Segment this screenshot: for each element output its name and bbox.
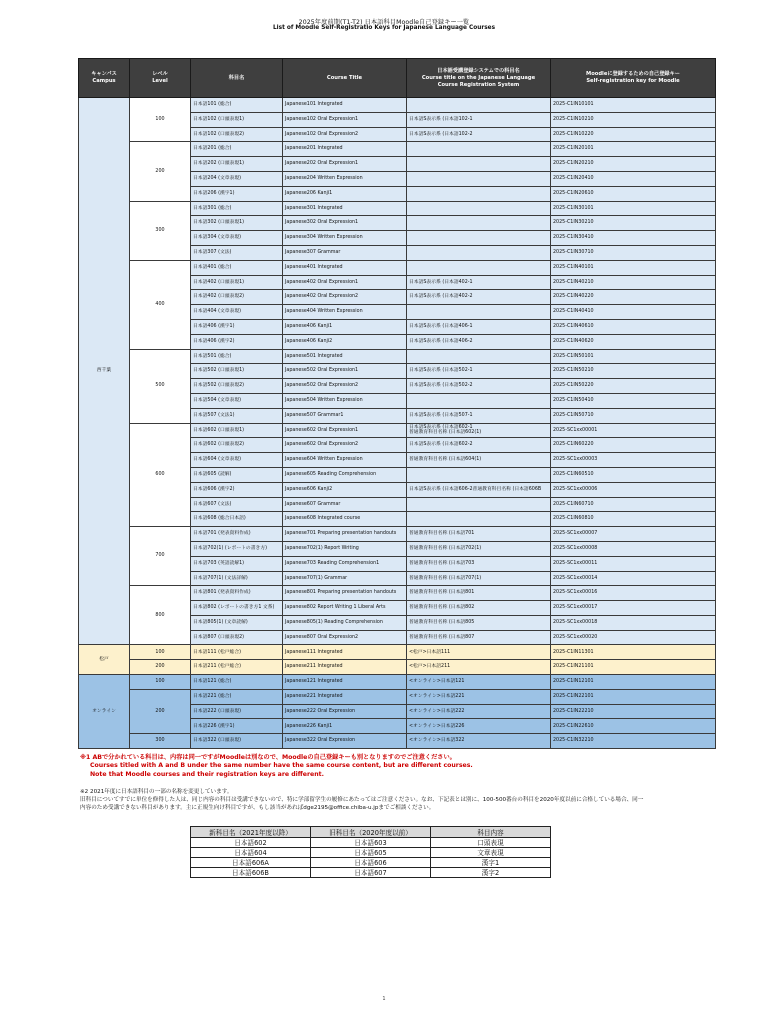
course-title-cell: Japanese402 Oral Expression1: [283, 275, 407, 290]
moodle-key-cell: 2025-SC1xx00011: [551, 556, 716, 571]
subject-cell: 日本語406 (漢字1): [191, 319, 283, 334]
header-level: レベル Level: [130, 59, 191, 98]
course-title-cell: Japanese211 Integrated: [283, 660, 407, 675]
mapping-new-name: 日本語606A: [191, 858, 311, 868]
moodle-key-cell: 2025-C1IN10220: [551, 127, 716, 142]
registration-title-cell: 日本語S表示系 (日本語406-1: [407, 319, 551, 334]
course-title-cell: Japanese604 Written Expression: [283, 453, 407, 468]
course-title-cell: Japanese206 Kanji1: [283, 186, 407, 201]
course-title-cell: Japanese805(1) Reading Comprehension: [283, 615, 407, 630]
mapping-content: 漢字1: [431, 858, 551, 868]
mapping-row: [191, 848, 551, 858]
registration-title-cell: [407, 260, 551, 275]
moodle-key-cell: 2025-C1IN32210: [551, 734, 716, 749]
header-subject: 科目名: [191, 59, 283, 98]
level-cell: 700: [130, 527, 191, 586]
level-cell: 800: [130, 586, 191, 645]
moodle-key-cell: 2025-SC1xx00016: [551, 586, 716, 601]
course-title-cell: Japanese322 Oral Expression: [283, 734, 407, 749]
table-row: [79, 423, 716, 438]
table-row: [79, 201, 716, 216]
moodle-key-cell: 2025-C1IN50410: [551, 393, 716, 408]
subject-cell: 日本語504 (文章表現): [191, 393, 283, 408]
registration-title-cell: 日本語S表示系 (日本語102-2: [407, 127, 551, 142]
moodle-key-cell: 2025-SC1xx00007: [551, 527, 716, 542]
course-title-cell: Japanese222 Oral Expression: [283, 704, 407, 719]
moodle-key-cell: 2025-C1IN60220: [551, 438, 716, 453]
registration-title-cell: [407, 512, 551, 527]
course-title-cell: Japanese504 Written Expression: [283, 393, 407, 408]
registration-title-cell: 普通教育科目名称 (日本語805: [407, 615, 551, 630]
course-title-cell: Japanese226 Kanji1: [283, 719, 407, 734]
subject-cell: 日本語702(1) (レポートの書き方): [191, 541, 283, 556]
registration-title-cell: [407, 98, 551, 113]
moodle-key-cell: 2025-C1IN20410: [551, 171, 716, 186]
subject-cell: 日本語302 (口頭表現1): [191, 216, 283, 231]
registration-title-cell: [407, 157, 551, 172]
table-header-row: [79, 59, 716, 98]
subject-cell: 日本語226 (漢字1): [191, 719, 283, 734]
registration-title-cell: 普通教育科目名称 (日本語801: [407, 586, 551, 601]
mapping-new-name: 日本語602: [191, 838, 311, 848]
subject-cell: 日本語404 (文章表現): [191, 305, 283, 320]
course-title-cell: Japanese502 Oral Expression1: [283, 364, 407, 379]
subject-cell: 日本語802 (レポートの書き方1 文系): [191, 601, 283, 616]
subject-cell: 日本語121 (総合): [191, 675, 283, 690]
subject-cell: 日本語304 (文章表現): [191, 231, 283, 246]
table-row: [79, 586, 716, 601]
header-campus: キャンパス Campus: [79, 59, 130, 98]
moodle-key-cell: 2025-C1IN40210: [551, 275, 716, 290]
subject-cell: 日本語111 (松戸総合): [191, 645, 283, 660]
table-row: [79, 734, 716, 749]
mapping-old-name: 日本語606: [311, 858, 431, 868]
moodle-key-cell: 2025-C1IN22101: [551, 689, 716, 704]
subject-cell: 日本語102 (口頭表現1): [191, 112, 283, 127]
header-course-title: Course Title: [283, 59, 407, 98]
table-row: [79, 660, 716, 675]
subject-cell: 日本語707(1) (文法詳解): [191, 571, 283, 586]
course-title-cell: Japanese121 Integrated: [283, 675, 407, 690]
registration-title-cell: [407, 142, 551, 157]
registration-title-cell: 日本語S表示系 (日本語602-1 普通教育科目名称 (日本語602(1): [407, 423, 551, 438]
level-cell: 100: [130, 98, 191, 142]
registration-title-cell: <松戸>日本語211: [407, 660, 551, 675]
registration-title-cell: 普通教育科目名称 (日本語707(1): [407, 571, 551, 586]
level-cell: 300: [130, 734, 191, 749]
note2-line1: ※2 2021年度に日本語科目の一部の名称を変更しています。: [80, 788, 233, 795]
mapping-row: [191, 838, 551, 848]
moodle-key-cell: 2025-C1IN40610: [551, 319, 716, 334]
moodle-key-cell: 2025-C1IN60810: [551, 512, 716, 527]
registration-title-cell: [407, 201, 551, 216]
course-title-cell: Japanese807 Oral Expression2: [283, 630, 407, 645]
mapping-header-row: [191, 827, 551, 838]
registration-title-cell: 普通教育科目名称 (日本語802: [407, 601, 551, 616]
mapping-content: 文章表現: [431, 848, 551, 858]
moodle-key-cell: 2025-SC1xx00014: [551, 571, 716, 586]
subject-cell: 日本語101 (総合): [191, 98, 283, 113]
registration-title-cell: 普通教育科目名称 (日本語701: [407, 527, 551, 542]
moodle-key-cell: 2025-C1IN22610: [551, 719, 716, 734]
course-title-cell: Japanese608 Integrated course: [283, 512, 407, 527]
header-moodle-key: Moodleに登録するための自己登録キー Self-registration key for Moodle: [551, 59, 716, 98]
course-title-cell: Japanese406 Kanji2: [283, 334, 407, 349]
registration-title-cell: 日本語S表示系 (日本語102-1: [407, 112, 551, 127]
note2: [80, 788, 720, 812]
mapping-new-name: 日本語606B: [191, 868, 311, 878]
course-title-cell: Japanese707(1) Grammar: [283, 571, 407, 586]
registration-title-cell: [407, 216, 551, 231]
moodle-key-cell: 2025-SC1xx00018: [551, 615, 716, 630]
registration-title-cell: 日本語S表示系 (日本語507-1: [407, 408, 551, 423]
level-cell: 100: [130, 645, 191, 660]
course-title-cell: Japanese507 Grammar1: [283, 408, 407, 423]
course-title-cell: Japanese102 Oral Expression1: [283, 112, 407, 127]
mapping-old-name: 日本語603: [311, 838, 431, 848]
subject-cell: 日本語502 (口頭表現2): [191, 379, 283, 394]
course-title-cell: Japanese602 Oral Expression1: [283, 423, 407, 438]
subject-cell: 日本語604 (文章表現): [191, 453, 283, 468]
registration-title-cell: [407, 497, 551, 512]
course-title-cell: Japanese101 Integrated: [283, 98, 407, 113]
course-title-cell: Japanese304 Written Expression: [283, 231, 407, 246]
course-title-cell: Japanese607 Grammar: [283, 497, 407, 512]
course-title-cell: Japanese402 Oral Expression2: [283, 290, 407, 305]
moodle-key-cell: 2025-C1IN30210: [551, 216, 716, 231]
subject-cell: 日本語402 (口頭表現2): [191, 290, 283, 305]
subject-cell: 日本語606 (漢字2): [191, 482, 283, 497]
registration-title-cell: [407, 349, 551, 364]
moodle-key-cell: 2025-C1IN22210: [551, 704, 716, 719]
subject-cell: 日本語222 (口頭表現): [191, 704, 283, 719]
table-row: [79, 645, 716, 660]
subject-cell: 日本語206 (漢字1): [191, 186, 283, 201]
course-title-cell: Japanese406 Kanji1: [283, 319, 407, 334]
mapping-header-old: 旧科目名（2020年度以前）: [311, 827, 431, 838]
table-row: [79, 260, 716, 275]
note1-en-line2: Note that Moodle courses and their registration keys are different.: [90, 770, 324, 778]
course-title-cell: Japanese501 Integrated: [283, 349, 407, 364]
moodle-key-cell: 2025-C1IN40101: [551, 260, 716, 275]
page-number: 1: [382, 996, 386, 1002]
mapping-header-content: 科目内容: [431, 827, 551, 838]
subject-cell: 日本語204 (文章表現): [191, 171, 283, 186]
registration-title-cell: [407, 467, 551, 482]
moodle-key-cell: 2025-C1IN30710: [551, 245, 716, 260]
registration-title-cell: 日本語S表示系 (日本語602-2: [407, 438, 551, 453]
subject-cell: 日本語307 (文法): [191, 245, 283, 260]
course-title-cell: Japanese702(1) Report Writing: [283, 541, 407, 556]
subject-cell: 日本語807 (口頭表現2): [191, 630, 283, 645]
registration-title-cell: 日本語S表示系 (日本語402-2: [407, 290, 551, 305]
registration-title-cell: <オンライン>日本語222: [407, 704, 551, 719]
subject-cell: 日本語701 (発表資料作成): [191, 527, 283, 542]
course-title-cell: Japanese401 Integrated: [283, 260, 407, 275]
registration-title-cell: 日本語S表示系 (日本語502-1: [407, 364, 551, 379]
note1-en-line1: Courses titled with A and B under the same number have the same course content, but are different courses.: [90, 762, 473, 770]
moodle-key-cell: 2025-C1IN40410: [551, 305, 716, 320]
moodle-key-cell: 2025-C1IN30101: [551, 201, 716, 216]
moodle-key-cell: 2025-C1IN40220: [551, 290, 716, 305]
registration-title-cell: 日本語S表示系 (日本語406-2: [407, 334, 551, 349]
course-title-cell: Japanese111 Integrated: [283, 645, 407, 660]
subject-cell: 日本語502 (口頭表現1): [191, 364, 283, 379]
course-title-cell: Japanese302 Oral Expression1: [283, 216, 407, 231]
registration-title-cell: [407, 171, 551, 186]
mapping-row: [191, 868, 551, 878]
table-row: [79, 142, 716, 157]
subject-cell: 日本語602 (口頭表現2): [191, 438, 283, 453]
subject-cell: 日本語801 (発表資料作成): [191, 586, 283, 601]
moodle-key-cell: 2025-SC1xx00020: [551, 630, 716, 645]
note1-jp: ※1 ABで分かれている科目は、内容は同一ですがMoodleは別なので、Moodleの自己登録キーも別となりますのでご注意ください。: [80, 754, 456, 761]
registration-title-cell: <オンライン>日本語221: [407, 689, 551, 704]
registration-key-table: [78, 58, 716, 749]
course-title-cell: Japanese202 Oral Expression1: [283, 157, 407, 172]
course-title-cell: Japanese301 Integrated: [283, 201, 407, 216]
moodle-key-cell: 2025-C1IN50220: [551, 379, 716, 394]
campus-cell: 松戸: [79, 645, 130, 675]
note2-line3: 内容のため受講できない科目があります。主に正規生向け科目ですが、もし該当があればdge2195@office.chiba-u.jpまでご相談ください。: [80, 804, 435, 811]
registration-title-cell: 普通教育科目名称 (日本語702(1): [407, 541, 551, 556]
mapping-content: 口頭表現: [431, 838, 551, 848]
registration-title-cell: [407, 231, 551, 246]
moodle-key-cell: 2025-C1IN30410: [551, 231, 716, 246]
mapping-row: [191, 858, 551, 868]
mapping-header-new: 新科目名（2021年度以降）: [191, 827, 311, 838]
level-cell: 200: [130, 689, 191, 733]
moodle-key-cell: 2025-C1IN10210: [551, 112, 716, 127]
registration-title-cell: [407, 393, 551, 408]
moodle-key-cell: 2025-C1IN21101: [551, 660, 716, 675]
level-cell: 200: [130, 142, 191, 201]
level-cell: 500: [130, 349, 191, 423]
subject-cell: 日本語221 (総合): [191, 689, 283, 704]
registration-title-cell: 普通教育科目名称 (日本語604(1): [407, 453, 551, 468]
course-title-cell: Japanese307 Grammar: [283, 245, 407, 260]
table-row: [79, 349, 716, 364]
course-title-cell: Japanese502 Oral Expression2: [283, 379, 407, 394]
registration-title-cell: <オンライン>日本語121: [407, 675, 551, 690]
registration-title-cell: 日本語S表示系 (日本語606-2普通教育科目名称 (日本語606B: [407, 482, 551, 497]
subject-cell: 日本語703 (英語読解1): [191, 556, 283, 571]
course-title-cell: Japanese204 Written Expression: [283, 171, 407, 186]
moodle-key-cell: 2025-SC1xx00006: [551, 482, 716, 497]
moodle-key-cell: 2025-C1IN20610: [551, 186, 716, 201]
course-title-cell: Japanese703 Reading Comprehension1: [283, 556, 407, 571]
level-cell: 300: [130, 201, 191, 260]
subject-cell: 日本語211 (松戸総合): [191, 660, 283, 675]
registration-title-cell: <オンライン>日本語226: [407, 719, 551, 734]
moodle-key-cell: 2025-SC1xx00008: [551, 541, 716, 556]
moodle-key-cell: 2025-C1IN50710: [551, 408, 716, 423]
course-title-cell: Japanese221 Integrated: [283, 689, 407, 704]
level-cell: 600: [130, 423, 191, 527]
subject-cell: 日本語322 (口頭表現): [191, 734, 283, 749]
course-title-cell: Japanese102 Oral Expression2: [283, 127, 407, 142]
level-cell: 100: [130, 675, 191, 690]
moodle-key-cell: 2025-C1IN50101: [551, 349, 716, 364]
moodle-key-cell: 2025-C1IN10101: [551, 98, 716, 113]
mapping-old-name: 日本語607: [311, 868, 431, 878]
subject-cell: 日本語406 (漢字2): [191, 334, 283, 349]
moodle-key-cell: 2025-SC1xx00001: [551, 423, 716, 438]
table-row: [79, 527, 716, 542]
registration-title-cell: <松戸>日本語111: [407, 645, 551, 660]
moodle-key-cell: 2025-C1IN60710: [551, 497, 716, 512]
registration-title-cell: <オンライン>日本語322: [407, 734, 551, 749]
mapping-content: 漢字2: [431, 868, 551, 878]
level-cell: 200: [130, 660, 191, 675]
subject-cell: 日本語102 (口頭表現2): [191, 127, 283, 142]
subject-cell: 日本語301 (総合): [191, 201, 283, 216]
subject-cell: 日本語602 (口頭表現1): [191, 423, 283, 438]
registration-title-cell: 普通教育科目名称 (日本語807: [407, 630, 551, 645]
table-row: [79, 675, 716, 690]
header-registration-title: 日本語受講登録システムでの科目名 Course title on the Japanese Language Course Registration System: [407, 59, 551, 98]
course-title-cell: Japanese404 Written Expression: [283, 305, 407, 320]
moodle-key-cell: 2025-SC1xx00003: [551, 453, 716, 468]
mapping-old-name: 日本語605: [311, 848, 431, 858]
moodle-key-cell: 2025-SC1xx00017: [551, 601, 716, 616]
registration-title-cell: 日本語S表示系 (日本語402-1: [407, 275, 551, 290]
subject-cell: 日本語608 (総合日本語): [191, 512, 283, 527]
table-row: [79, 98, 716, 113]
moodle-key-cell: 2025-C1IN12101: [551, 675, 716, 690]
subject-cell: 日本語401 (総合): [191, 260, 283, 275]
campus-cell: オンライン: [79, 675, 130, 749]
subject-cell: 日本語607 (文法): [191, 497, 283, 512]
level-cell: 400: [130, 260, 191, 349]
moodle-key-cell: 2025-C1IN40620: [551, 334, 716, 349]
document-title-en: List of Moodle Self-Registratio Keys for Japanese Language Courses: [272, 25, 496, 31]
subject-cell: 日本語402 (口頭表現1): [191, 275, 283, 290]
registration-title-cell: 日本語S表示系 (日本語502-2: [407, 379, 551, 394]
moodle-key-cell: 2025-C1IN11301: [551, 645, 716, 660]
campus-cell: 西千葉: [79, 98, 130, 645]
moodle-key-cell: 2025-C1IN20101: [551, 142, 716, 157]
registration-title-cell: [407, 305, 551, 320]
subject-cell: 日本語805(1) (文章読解): [191, 615, 283, 630]
registration-title-cell: 普通教育科目名称 (日本語703: [407, 556, 551, 571]
moodle-key-cell: 2025-C1IN50210: [551, 364, 716, 379]
moodle-key-cell: 2025-C1IN20210: [551, 157, 716, 172]
mapping-new-name: 日本語604: [191, 848, 311, 858]
course-title-cell: Japanese802 Report Writing 1 Liberal Arts: [283, 601, 407, 616]
moodle-key-cell: 2025-C1IN60510: [551, 467, 716, 482]
subject-cell: 日本語501 (総合): [191, 349, 283, 364]
notes-section: [80, 754, 720, 812]
course-title-cell: Japanese602 Oral Expression2: [283, 438, 407, 453]
subject-cell: 日本語507 (文法1): [191, 408, 283, 423]
document-title-jp: 2025年度前期(T1-T2) 日本語科目Moodle自己登録キー一覧: [298, 19, 470, 26]
registration-title-cell: [407, 186, 551, 201]
course-name-mapping-table: [190, 826, 551, 878]
table-row: [79, 689, 716, 704]
subject-cell: 日本語201 (総合): [191, 142, 283, 157]
note2-line2: 旧科目についてすでに単位を修得した人は、同じ内容の科目は受講できないので、特に学部留学生の履修にあたってはご注意ください。なお、下記表とは別に、100-500番台の科目を2020年度以前に合格している場合、同一: [80, 796, 644, 803]
subject-cell: 日本語202 (口頭表現1): [191, 157, 283, 172]
course-title-cell: Japanese606 Kanji2: [283, 482, 407, 497]
course-title-cell: Japanese201 Integrated: [283, 142, 407, 157]
subject-cell: 日本語605 (読解): [191, 467, 283, 482]
registration-title-cell: [407, 245, 551, 260]
course-title-cell: Japanese701 Preparing presentation handouts: [283, 527, 407, 542]
course-title-cell: Japanese605 Reading Comprehension: [283, 467, 407, 482]
course-title-cell: Japanese801 Preparing presentation handouts: [283, 586, 407, 601]
